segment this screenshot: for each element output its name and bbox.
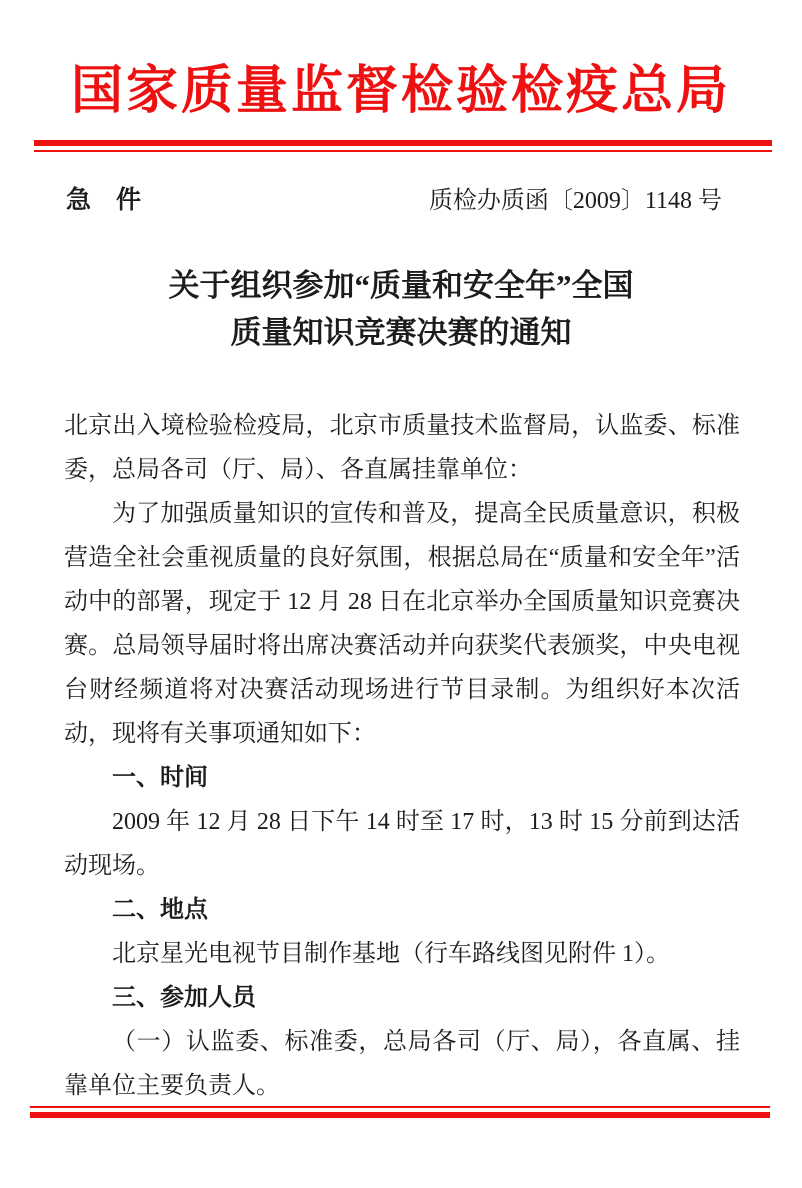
footer-divider bbox=[30, 1106, 770, 1118]
document-body bbox=[64, 404, 740, 1108]
intro-paragraph: 为了加强质量知识的宣传和普及，提高全民质量意识，积极营造全社会重视质量的良好氛围，根据总局在“质量和安全年”活动中的部署，现定于 12 月 28 日在北京举办全国质量知识竞赛决赛。总局领导届时将出席决赛活动并向获奖代表颁奖，中央电视台财经频道将对决赛活动现场进行节目录制。为组织好本次活动，现将有关事项通知如下： bbox=[64, 501, 740, 747]
letterhead-divider-thick-line bbox=[34, 140, 772, 146]
document-title bbox=[0, 262, 802, 356]
letterhead-divider bbox=[34, 140, 772, 152]
document-number: 质检办质函〔2009〕1148 号 bbox=[428, 188, 722, 214]
document-title-line2: 质量知识竞赛决赛的通知 bbox=[230, 315, 572, 350]
section-text-location: 北京星光电视节目制作基地（行车路线图见附件 1）。 bbox=[112, 941, 670, 967]
document-title-line1: 关于组织参加“质量和安全年”全国 bbox=[168, 268, 634, 303]
section-heading-participants: 三、参加人员 bbox=[112, 984, 256, 1011]
footer-divider-thin-line bbox=[30, 1106, 770, 1108]
section-text-participants: （一）认监委、标准委，总局各司（厅、局），各直属、挂靠单位主要负责人。 bbox=[64, 1029, 740, 1099]
section-heading-location: 二、地点 bbox=[112, 896, 208, 923]
section-heading-time: 一、时间 bbox=[112, 764, 208, 791]
document-meta-row bbox=[66, 180, 722, 216]
urgency-label: 急 件 bbox=[66, 186, 142, 214]
footer-divider-thick-line bbox=[30, 1112, 770, 1118]
section-text-time: 2009 年 12 月 28 日下午 14 时至 17 时，13 时 15 分前到达活动现场。 bbox=[64, 809, 740, 879]
salutation: 北京出入境检验检疫局，北京市质量技术监督局，认监委、标准委，总局各司（厅、局）、各直属挂靠单位： bbox=[64, 413, 740, 483]
letterhead-agency-name: 国家质量监督检验检疫总局 bbox=[70, 63, 731, 120]
letterhead-divider-thin-line bbox=[34, 150, 772, 152]
